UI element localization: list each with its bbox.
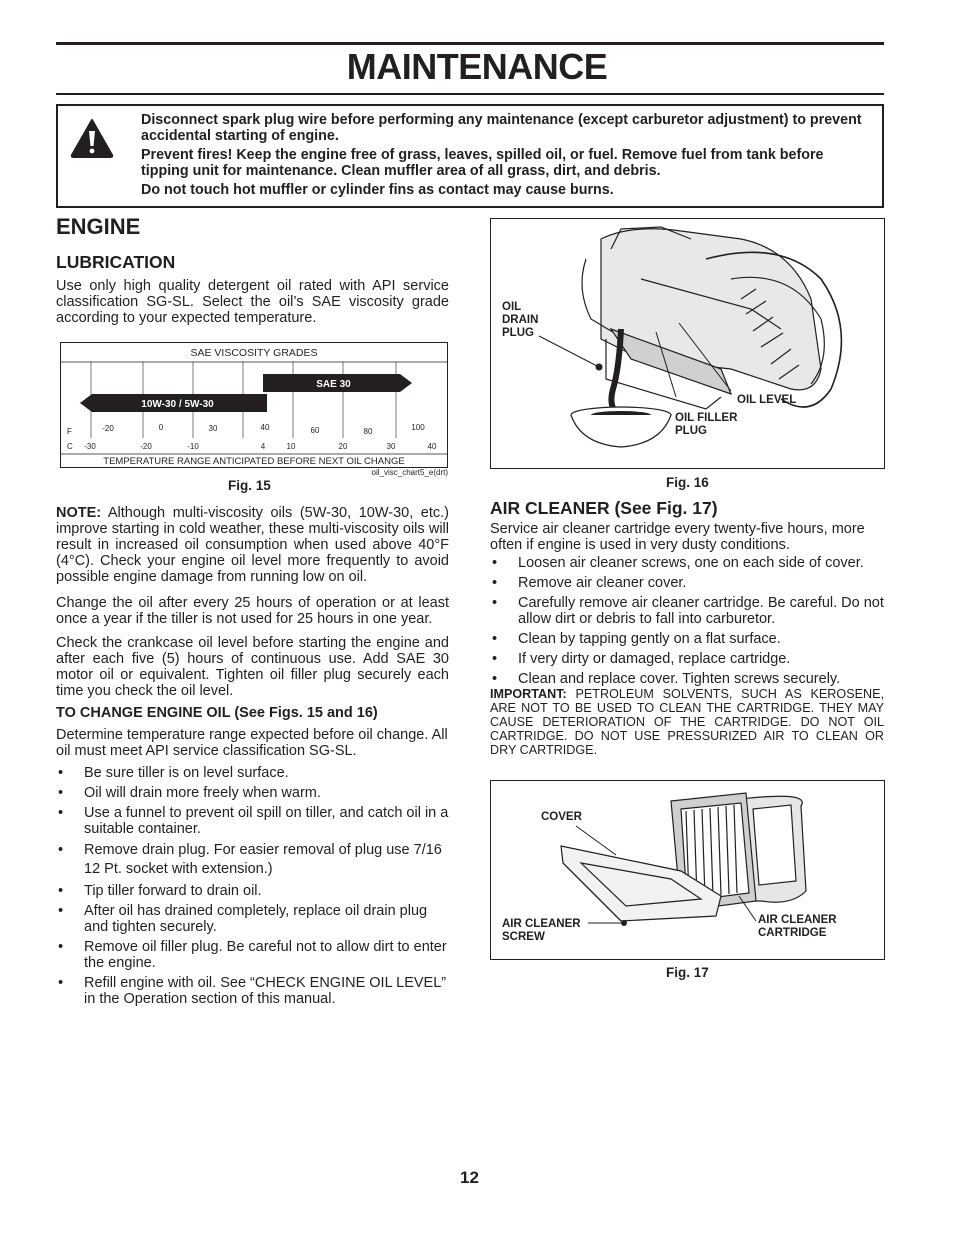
list-item: • Remove drain plug. For easier removal of plug use 7/16 12 Pt. socket with extension.) [56,841,449,879]
list-item: • If very dirty or damaged, replace cartridge. [490,651,884,667]
chart-f-tick: 60 [310,426,320,435]
chart-f-tick: 30 [208,424,218,433]
label-line: DRAIN [502,314,539,326]
label-line: AIR CLEANER [502,918,581,930]
chart-f-label: F [67,427,72,436]
important-text: PETROLEUM SOLVENTS, SUCH AS KEROSENE, ARE NOT TO BE USED TO CLEAN THE CARTRIDGE. THEY MAY CAUSE DETERIORATION OF THE CARTRIDGE. DO NOT OIL CARTRIDGE. DO NOT USE PRESSURIZED AIR TO CLEAN OR DRY CARTRIDGE. [490,687,884,757]
fig17-label-air-cleaner-cartridge [758,914,837,940]
lubrication-intro: Use only high quality detergent oil rated with API service classification SG-SL. Select the oil’s SAE viscosity grade according to your expected temperature. [56,278,449,326]
list-item: • Remove air cleaner cover. [490,575,884,591]
fig15-caption: Fig. 15 [228,478,271,493]
chart-c-tick: 30 [386,442,396,451]
list-item: • Oil will drain more freely when warm. [56,785,449,801]
fig16-label-oil-filler-plug [675,412,737,438]
list-item: • Clean and replace cover. Tighten screws securely. [490,671,884,687]
label-line: OIL FILLER [675,412,738,424]
label-line: PLUG [675,425,707,437]
top-rule [56,42,884,45]
change-oil-intro: Determine temperature range expected before oil change. All oil must meet API service classification SG-SL. [56,727,448,759]
note-label: NOTE: [56,505,102,521]
chart-c-tick: 4 [260,442,266,451]
chart-f-tick: 40 [260,423,270,432]
list-item: • Be sure tiller is on level surface. [56,765,449,781]
list-item: • Loosen air cleaner screws, one on each side of cover. [490,555,884,571]
fig16-label-oil-drain-plug [502,301,538,340]
list-item: • Remove oil filler plug. Be careful not to allow dirt to enter the engine. [56,939,449,971]
fig17-caption: Fig. 17 [666,965,709,980]
fig16-caption: Fig. 16 [666,475,709,490]
chart-f-tick: 0 [158,423,164,432]
chart-bar-label: 10W-30 / 5W-30 [141,399,214,410]
left-column-lower [56,505,449,1011]
list-item: • Tip tiller forward to drain oil. [56,883,449,899]
exclamation-triangle-icon [70,118,114,158]
chart-c-tick: -10 [187,442,199,451]
fig17-label-air-cleaner-screw [502,918,581,944]
page-number: 12 [460,1168,479,1187]
note-text: Although multi-viscosity oils (5W-30, 10W-30, etc.) improve starting in cold weather, these multi-viscosity oils will result in increased oil consumption when used above 40°F (4°C). Check your engine oil level more frequently to avoid possible engine damage from running low on oil. [56,505,449,585]
list-item: • Carefully remove air cleaner cartridge. Be careful. Do not allow dirt or debris to fall into carburetor. [490,595,884,627]
chart-c-tick: 20 [338,442,348,451]
chart-c-label: C [67,442,73,451]
left-column [56,214,449,326]
label-line: OIL [502,301,522,313]
warning-line-spark-plug: Disconnect spark plug wire before performing any maintenance (except carburetor adjustment) to prevent accidental starting of engine. [141,112,862,144]
chart-f-tick: 80 [363,427,373,436]
chart-c-tick: 10 [286,442,296,451]
lubrication-heading: LUBRICATION [56,252,176,272]
chart-title: SAE VISCOSITY GRADES [190,347,318,359]
safety-warning-box [56,104,884,208]
label-line: AIR CLEANER [758,914,837,926]
air-cleaner-intro: Service air cleaner cartridge every twenty-five hours, more often if engine is used in very dusty conditions. [490,521,865,553]
sae-viscosity-chart [60,342,448,468]
label-line: CARTRIDGE [758,927,827,939]
oil-level-check: Check the crankcase oil level before starting the engine and after each five (5) hours of continuous use. Add SAE 30 motor oil or equivalent. Tighten oil filler plug securely each time you check the oil level. [56,635,449,699]
right-column [490,498,884,757]
lubrication-note [56,505,449,585]
air-cleaner-steps [490,555,884,687]
chart-f-tick: -20 [102,424,114,433]
warning-text [141,113,871,203]
chart-c-tick: 40 [427,442,437,451]
list-item: • Use a funnel to prevent oil spill on tiller, and catch oil in a suitable container. [56,805,449,837]
label-line: PLUG [502,327,534,339]
change-oil-heading: TO CHANGE ENGINE OIL (See Figs. 15 and 16) [56,705,378,721]
page-title: MAINTENANCE [346,46,608,87]
chart-f-tick: 100 [411,423,425,432]
chart-x-label: TEMPERATURE RANGE ANTICIPATED BEFORE NEXT OIL CHANGE [103,456,405,467]
label-line: SCREW [502,931,545,943]
important-label: IMPORTANT: [490,687,567,701]
title-underline [56,93,884,95]
air-cleaner-important [490,687,884,757]
list-item: • Refill engine with oil. See “CHECK ENGINE OIL LEVEL” in the Operation section of this manual. [56,975,449,1007]
list-item: • After oil has drained completely, replace oil drain plug and tighten securely. [56,903,449,935]
warning-line-fires: Prevent fires! Keep the engine free of grass, leaves, spilled oil, or fuel. Remove fuel from tank before tipping unit for maintenance. Clean muffler area of all grass, dirt, and debris. [141,147,824,179]
warning-line-hot-muffler: Do not touch hot muffler or cylinder fins as contact may cause burns. [141,182,614,198]
air-cleaner-heading: AIR CLEANER (See Fig. 17) [490,498,718,518]
chart-code: oil_visc_chart5_e(drt) [371,468,448,477]
change-oil-steps [56,765,449,1007]
chart-c-tick: -20 [140,442,152,451]
engine-heading: ENGINE [56,214,141,239]
fig17-label-cover: COVER [541,811,582,823]
chart-bar-label: SAE 30 [316,379,351,390]
chart-c-tick: -30 [84,442,96,451]
oil-change-interval: Change the oil after every 25 hours of operation or at least once a year if the tiller is not used for 25 hours in one year. [56,595,449,627]
list-item: • Clean by tapping gently on a flat surface. [490,631,884,647]
fig16-label-oil-level: OIL LEVEL [737,394,797,406]
